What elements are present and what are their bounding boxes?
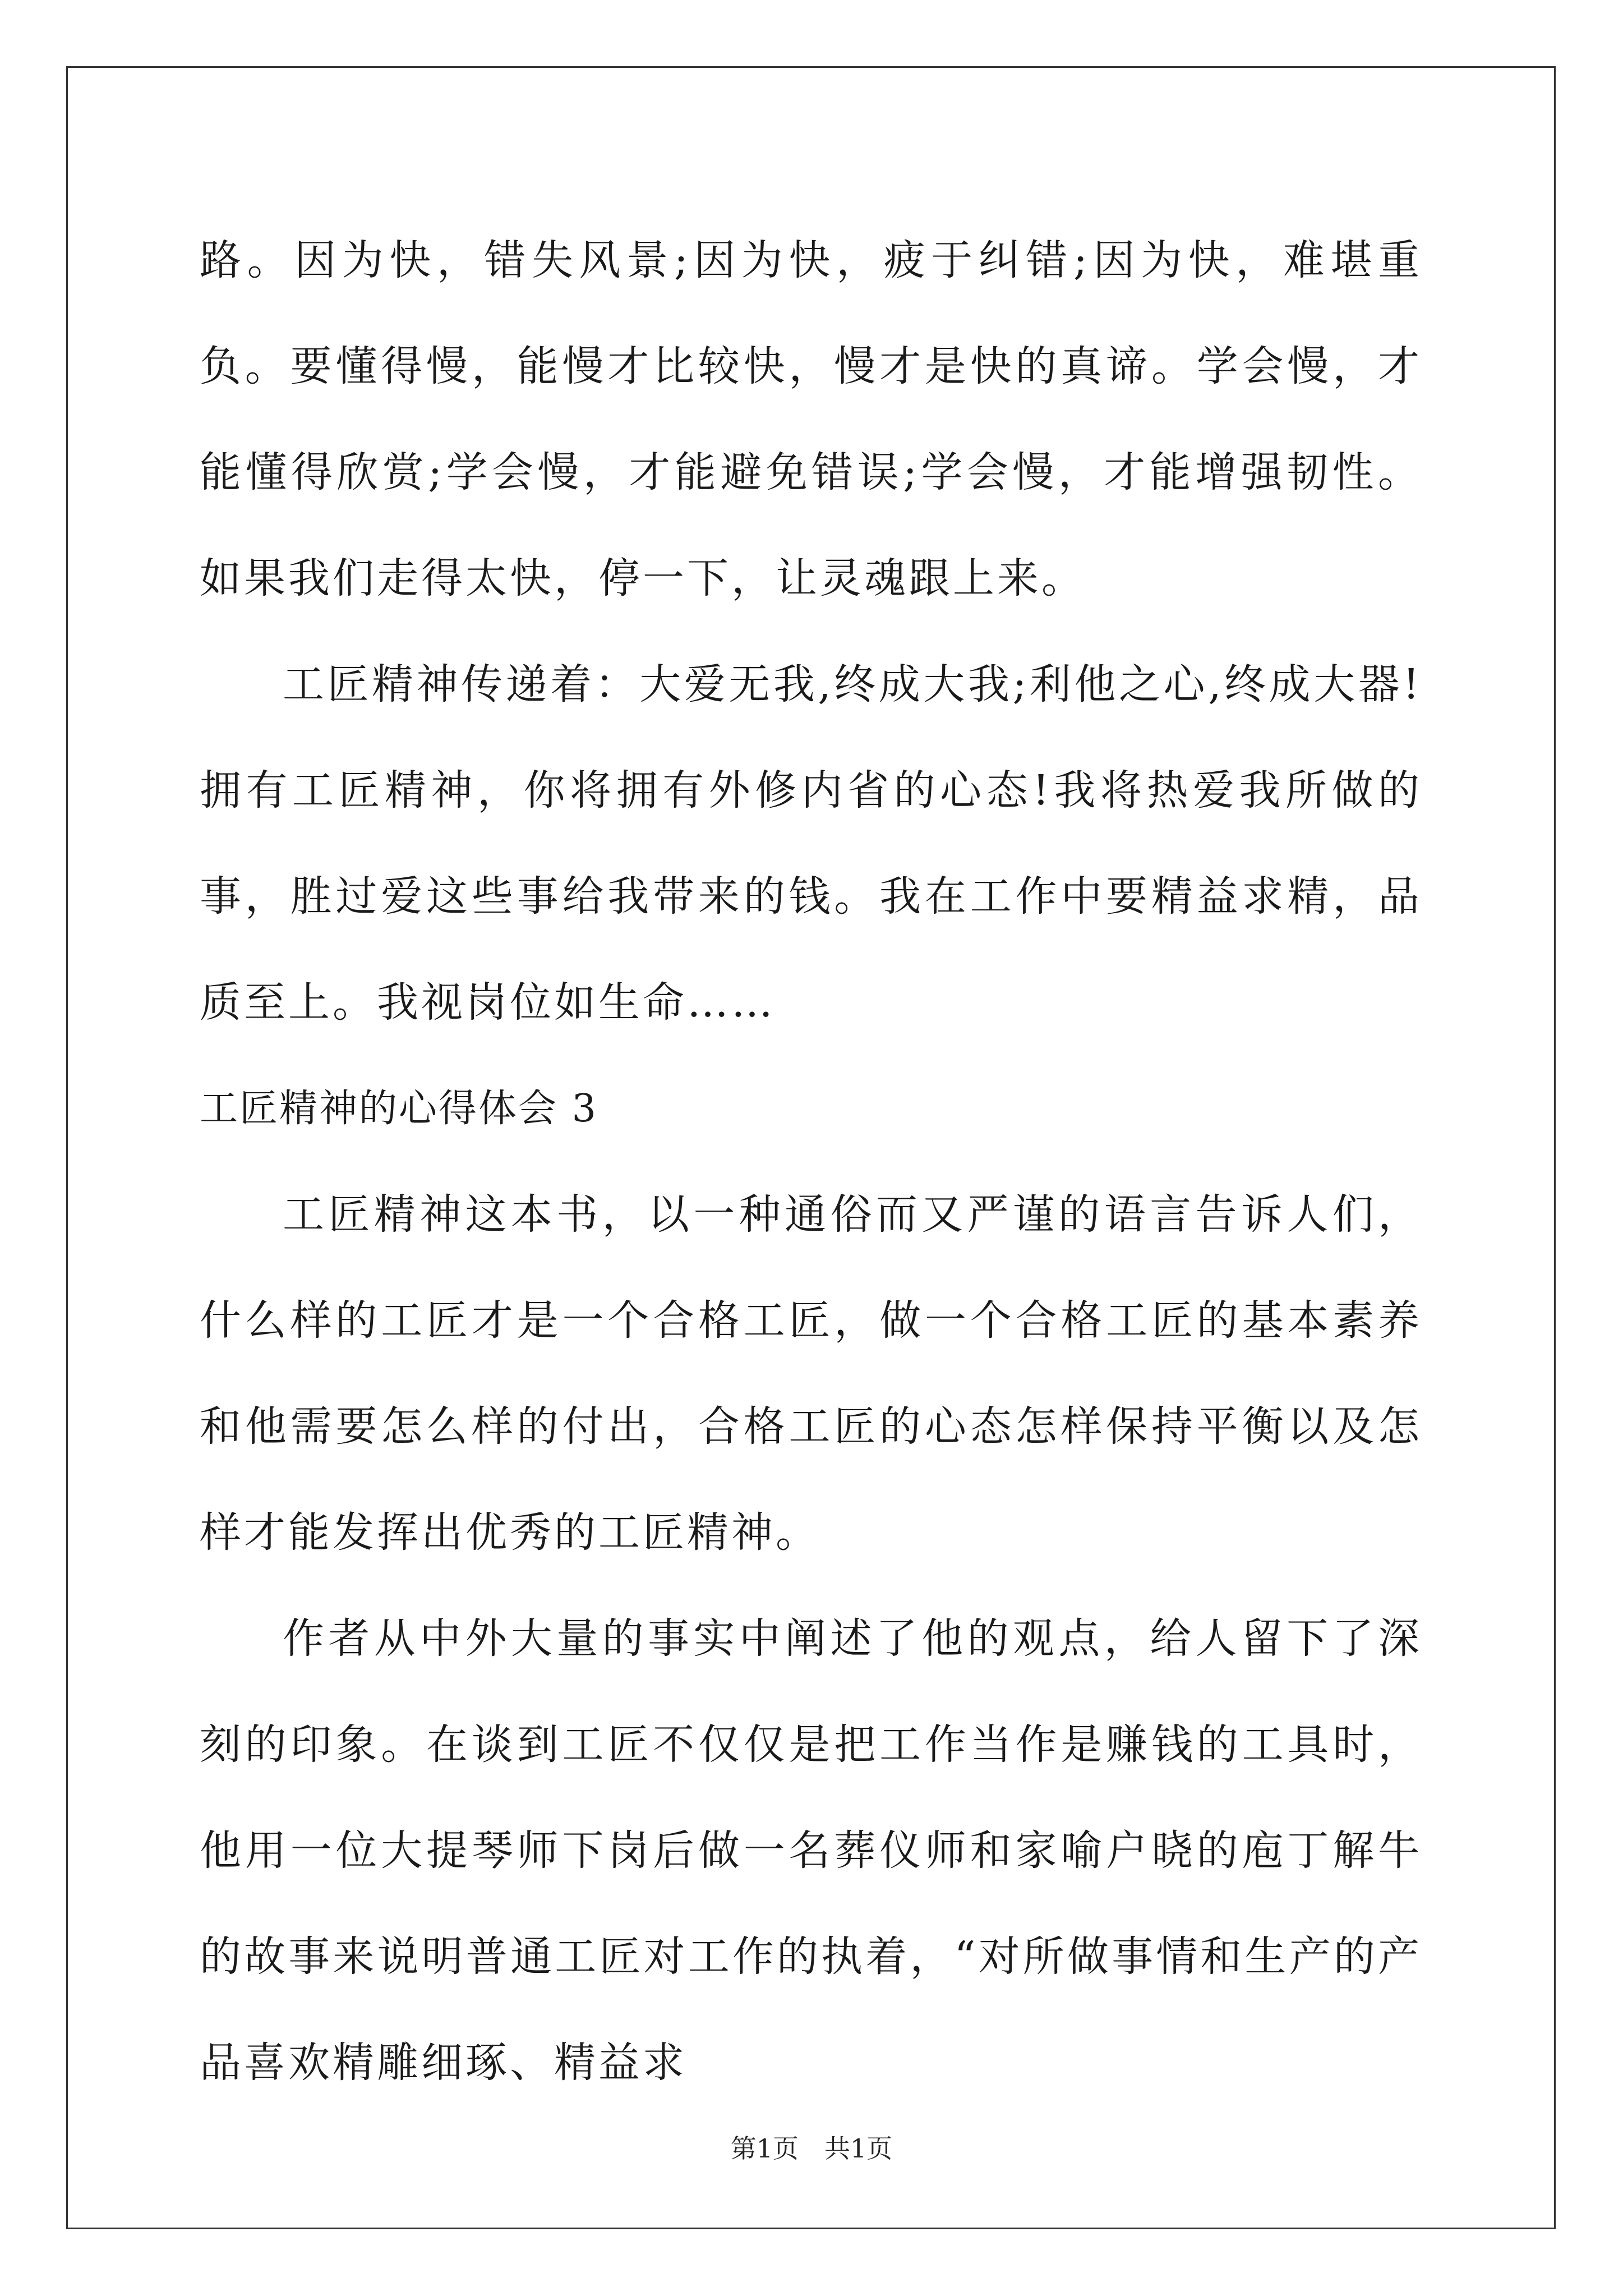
paragraph: 工匠精神这本书，以一种通俗而又严谨的语言告诉人们，什么样的工匠才是一个合格工匠，做一个合格工匠的基本素养和他需要怎么样的付出，合格工匠的心态怎样保持平衡以及怎样才能发挥出优秀的工匠精神。: [200, 1190, 1422, 1557]
page-footer: [0, 2132, 1623, 2165]
paragraph: 路。因为快，错失风景;因为快，疲于纠错;因为快，难堪重负。要懂得慢，能慢才比较快，慢才是快的真谛。学会慢，才能懂得欣赏;学会慢，才能避免错误;学会慢，才能增强韧性。如果我们走得太快，停一下，让灵魂跟上来。: [200, 236, 1422, 602]
document-body: [200, 208, 1422, 2116]
page-total: 共1页: [824, 2133, 893, 2164]
paragraph: 作者从中外大量的事实中阐述了他的观点，给人留下了深刻的印象。在谈到工匠不仅仅是把工作当作是赚钱的工具时，他用一位大提琴师下岗后做一名葬仪师和家喻户晓的庖丁解牛的故事来说明普通工匠对工作的执着，“对所做事情和生产的产品喜欢精雕细琢、精益求: [200, 1614, 1422, 2087]
page-number: 第1页: [730, 2133, 799, 2164]
paragraph: 工匠精神传递着：大爱无我,终成大我;利他之心,终成大器!拥有工匠精神，你将拥有外修内省的心态!我将热爱我所做的事，胜过爱这些事给我带来的钱。我在工作中要精益求精，品质至上。我视岗位如生命……: [200, 660, 1422, 1027]
section-heading: 工匠精神的心得体会 3: [200, 1087, 598, 1131]
